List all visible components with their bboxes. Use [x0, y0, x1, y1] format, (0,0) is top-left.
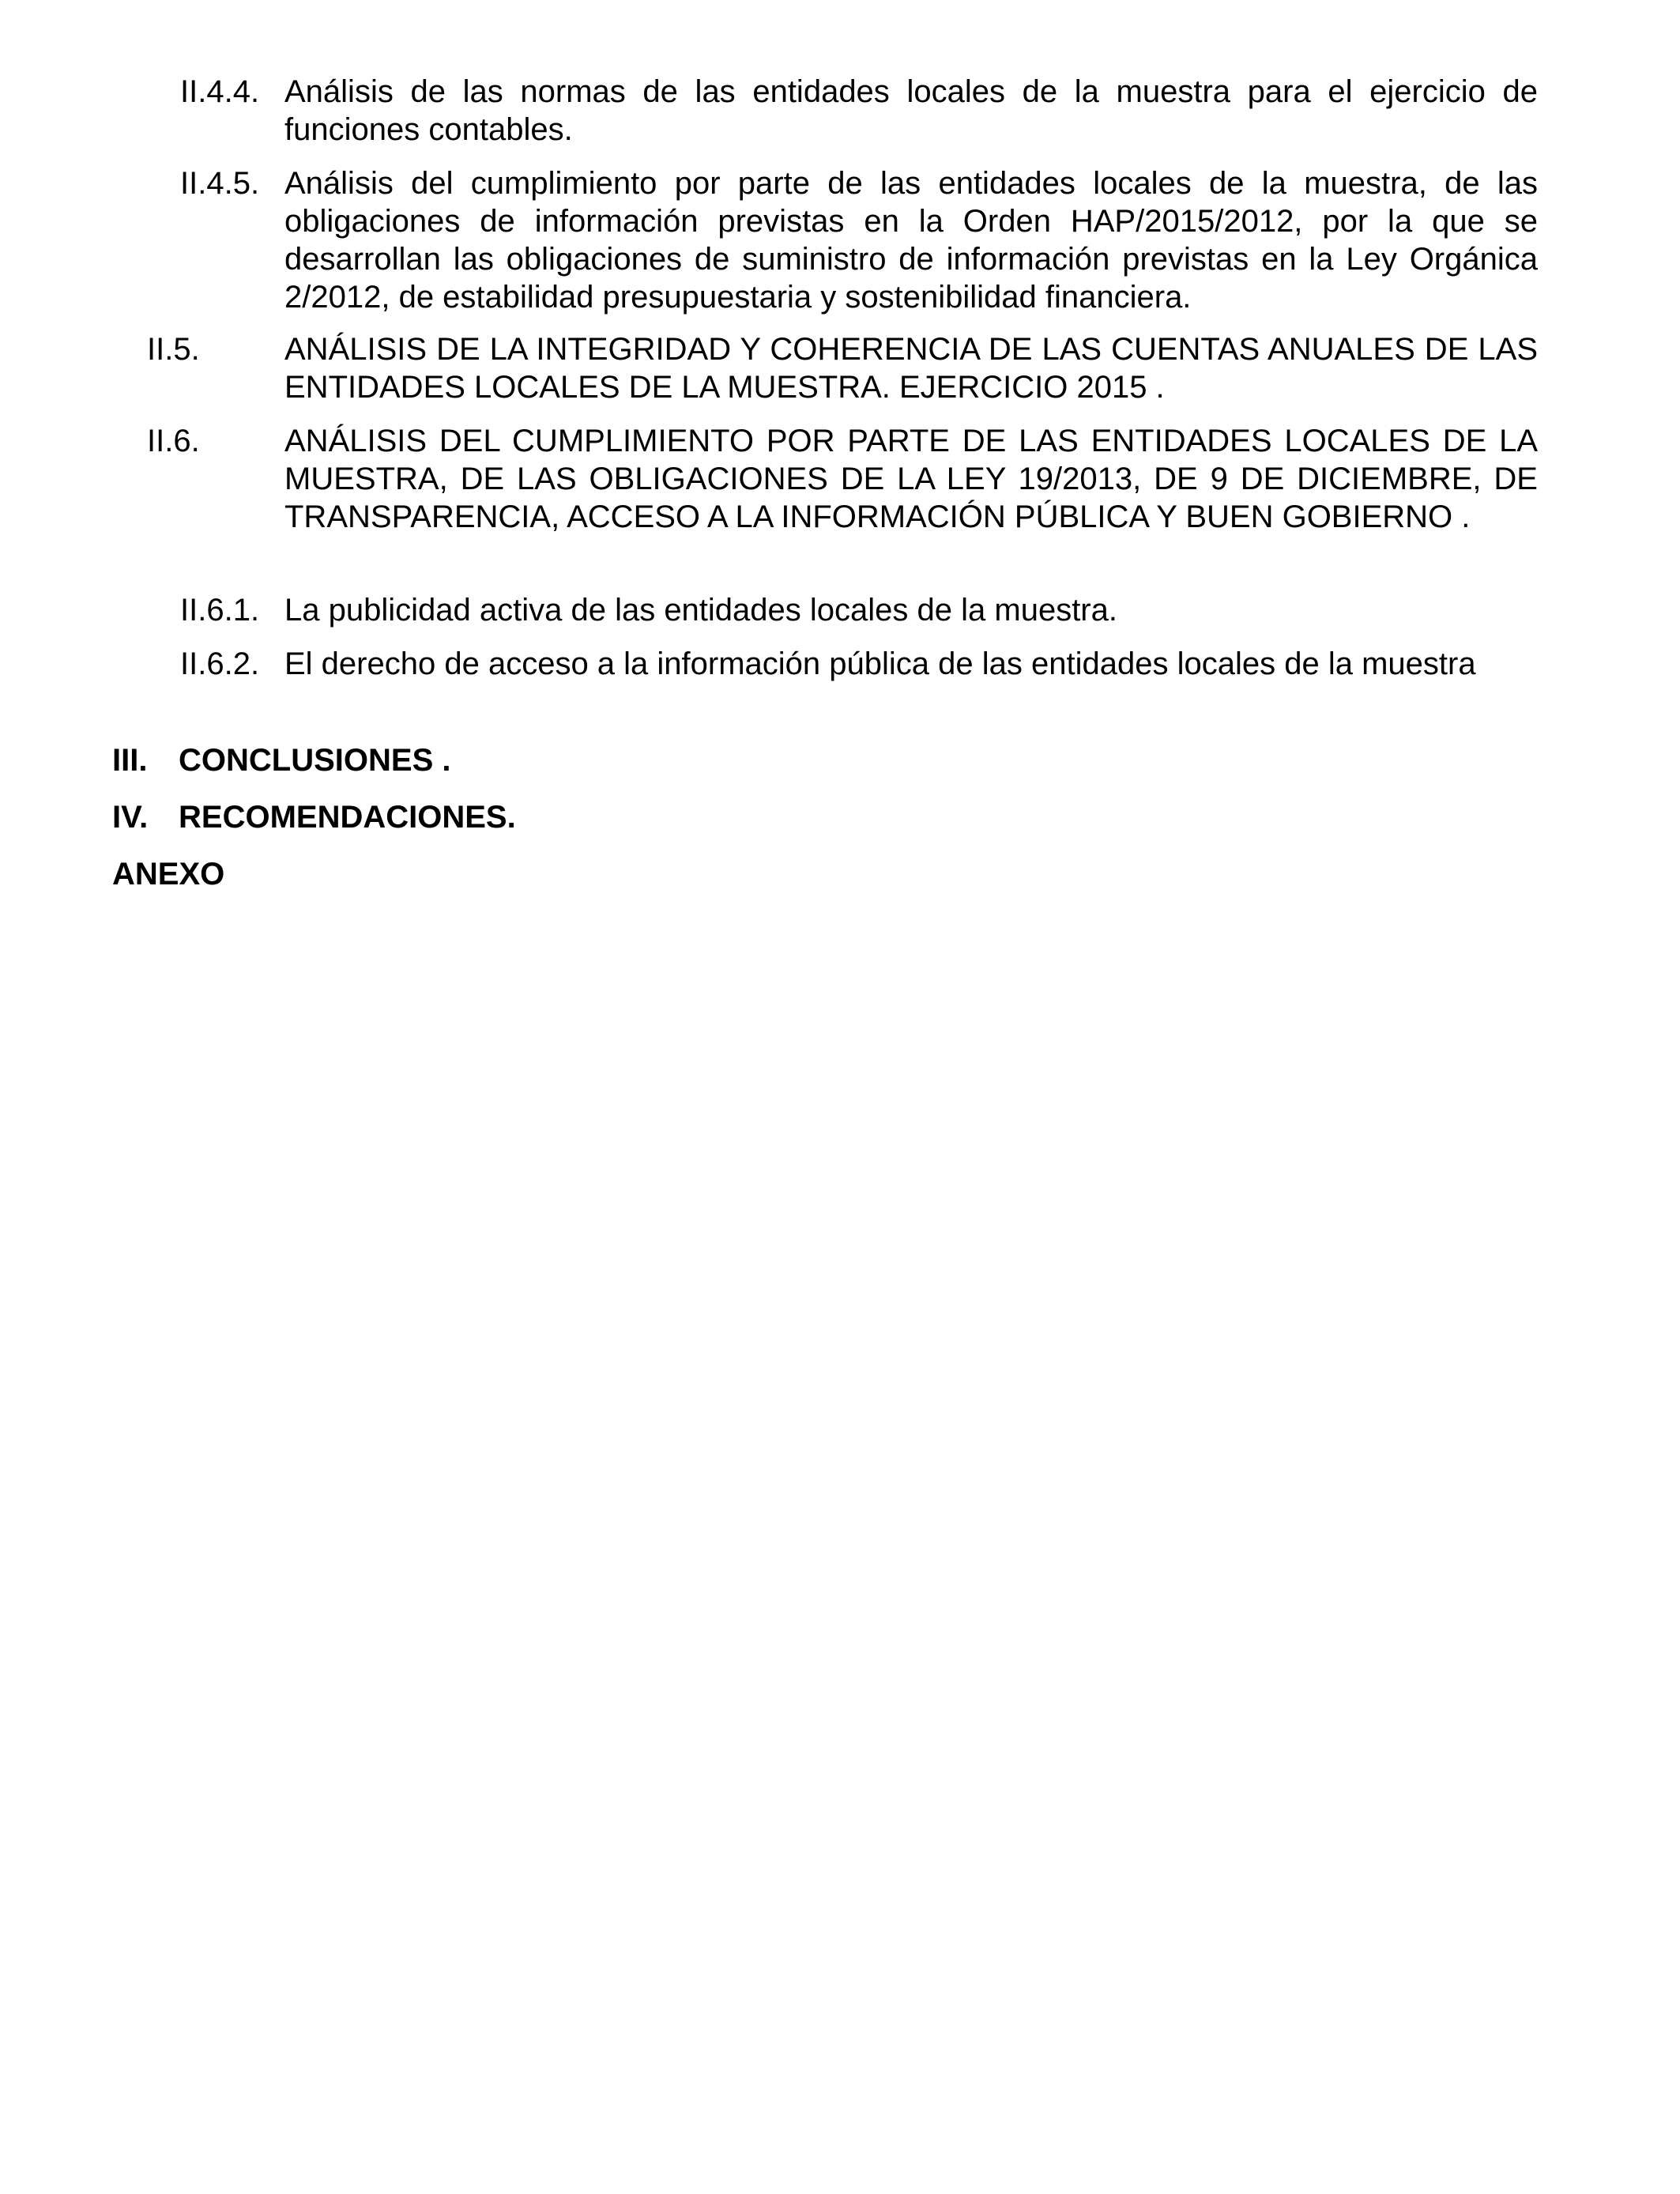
entry-number: II.6.: [147, 424, 200, 458]
heading-text: CONCLUSIONES .: [179, 743, 451, 778]
entry-text: ANÁLISIS DEL CUMPLIMIENTO POR PARTE DE LAS ENTIDADES LOCALES DE LA MUESTRA, DE LAS OBLIGACIONES DE LA LEY 19/2013, DE 9 DE DICIEMBRE, DE TRANSPARENCIA, ACCESO A LA INFORMACIÓN PÚBLICA Y BUEN GOBIERNO .: [284, 424, 1538, 534]
entry-text: Análisis del cumplimiento por parte de las entidades locales de la muestra, de las obligaciones de información previstas en la Orden HAP/2015/2012, por la que se desarrollan las obligaciones de suministro de información previstas en la Ley Orgánica 2/2012, de estabilidad presupuestaria y sostenibilidad financiera.: [284, 166, 1538, 315]
entry-text: ANÁLISIS DE LA INTEGRIDAD Y COHERENCIA DE LAS CUENTAS ANUALES DE LAS ENTIDADES LOCALES DE LA MUESTRA. EJERCICIO 2015 .: [284, 332, 1538, 405]
entry-text: La publicidad activa de las entidades locales de la muestra.: [284, 593, 1117, 628]
entry-number: II.4.5.: [180, 166, 260, 201]
heading-anexo: [112, 855, 224, 893]
heading-number: IV.: [112, 800, 149, 835]
entry-number: II.6.2.: [180, 647, 260, 681]
entry-text: Análisis de las normas de las entidades locales de la muestra para el ejercicio de funciones contables.: [284, 74, 1538, 147]
entry-number: II.4.4.: [180, 74, 260, 109]
heading-recomendaciones: [112, 798, 516, 836]
heading-number: III.: [112, 743, 148, 778]
heading-conclusiones: [112, 741, 450, 779]
entry-number: II.5.: [147, 332, 200, 367]
heading-text: RECOMENDACIONES.: [179, 800, 516, 835]
entry-number: II.6.1.: [180, 593, 260, 628]
entry-text: El derecho de acceso a la información pública de las entidades locales de la muestra: [284, 647, 1476, 681]
heading-text: ANEXO: [112, 857, 225, 892]
